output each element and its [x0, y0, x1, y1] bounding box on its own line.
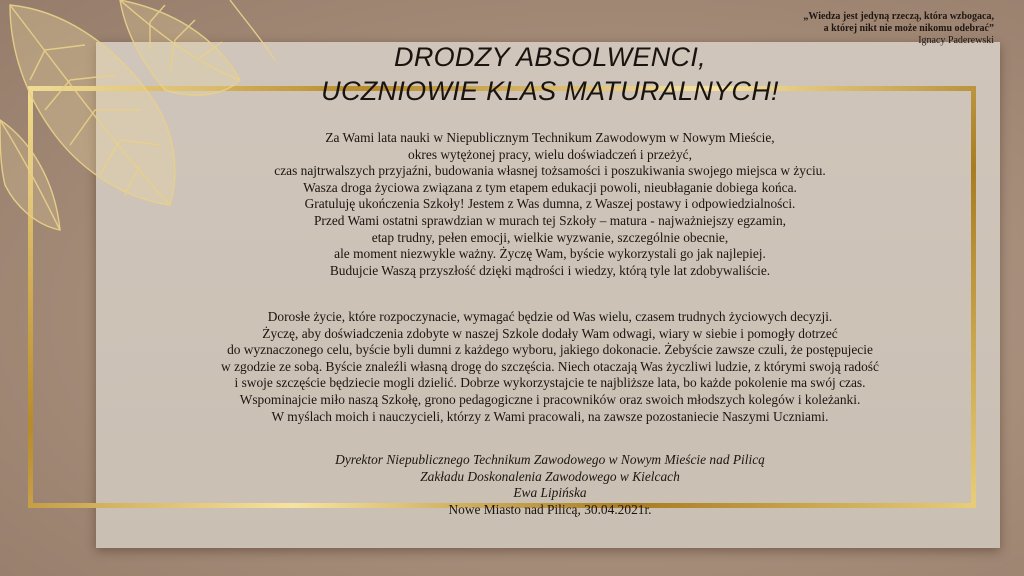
heading-line-2: UCZNIOWIE KLAS MATURALNYCH!: [321, 76, 779, 106]
text-line: do wyznaczonego celu, byście byli dumni z każdego wyboru, jakiego dokonacie. Żebyście zawsze czuli, że postępujecie: [227, 342, 873, 358]
signature-institution: Zakładu Doskonalenia Zawodowego w Kielcach: [420, 468, 680, 484]
text-line: Za Wami lata nauki w Niepublicznym Technikum Zawodowym w Nowym Mieście,: [325, 130, 775, 145]
text-line: w zgodzie ze sobą. Byście znaleźli własną drogę do szczęścia. Niech otaczają Was życzliwi ludzie, z którymi swoją radość: [221, 358, 879, 374]
text-line: Wasza droga życiowa związana z tym etapem edukacji powoli, nieubłaganie dobiega końca.: [303, 179, 797, 195]
paragraph-1: [120, 130, 980, 279]
quote-line: „Wiedza jest jedyną rzeczą, która wzbogaca,: [803, 11, 994, 22]
signature-name: Ewa Lipińska: [513, 485, 587, 501]
signature-block: [120, 452, 980, 518]
quote-line: a której nikt nie może nikomu odebrać”: [823, 23, 994, 34]
signature-title: Dyrektor Niepublicznego Technikum Zawodowego w Nowym Mieście nad Pilicą: [335, 452, 765, 467]
heading-line-1: DRODZY ABSOLWENCI,: [394, 42, 706, 72]
text-line: Przed Wami ostatni sprawdzian w murach tej Szkoły – matura - najważniejszy egzamin,: [313, 212, 787, 228]
text-line: ale moment niezwykle ważny. Życzę Wam, byście wykorzystali go jak najlepiej.: [334, 246, 766, 262]
text-line: W myślach moich i nauczycieli, którzy z Wami pracowali, na zawsze pozostaniecie Naszymi Uczniami.: [271, 408, 829, 424]
text-line: okres wytężonej pracy, wielu doświadczeń i przeżyć,: [408, 146, 692, 162]
text-line: Budujcie Waszą przyszłość dzięki mądrości i wiedzy, którą tyle lat zdobywaliście.: [329, 262, 771, 278]
text-line: Życzę, aby doświadczenia zdobyte w naszej Szkole dodały Wam odwagi, wiary w siebie i pomogły dotrzeć: [262, 325, 838, 341]
text-line: Wspominajcie miło naszą Szkołę, grono pedagogiczne i pracowników oraz swoich młodszych kolegów i koleżanki.: [239, 391, 861, 407]
text-line: Gratuluję ukończenia Szkoły! Jestem z Was dumna, z Waszej postawy i odpowiedzialności.: [304, 196, 796, 212]
text-line: etap trudny, pełen emocji, wielkie wyzwanie, szczególnie obecnie,: [371, 229, 729, 245]
text-line: Dorosłe życie, które rozpoczynacie, wymagać będzie od Was wielu, czasem trudnych życiowych decyzji.: [267, 309, 833, 324]
text-line: i swoje szczęście będziecie mogli dzielić. Dobrze wykorzystajcie te najbliższe lata, bo każde pokolenie ma swój czas.: [234, 375, 866, 391]
quote-author: Ignacy Paderewski: [918, 35, 994, 46]
place-date: Nowe Miasto nad Pilicą, 30.04.2021r.: [448, 501, 652, 517]
text-line: czas najtrwalszych przyjaźni, budowania własnej tożsamości i poszukiwania swojego miejsca w życiu.: [274, 163, 826, 179]
paragraph-2: [120, 309, 980, 425]
